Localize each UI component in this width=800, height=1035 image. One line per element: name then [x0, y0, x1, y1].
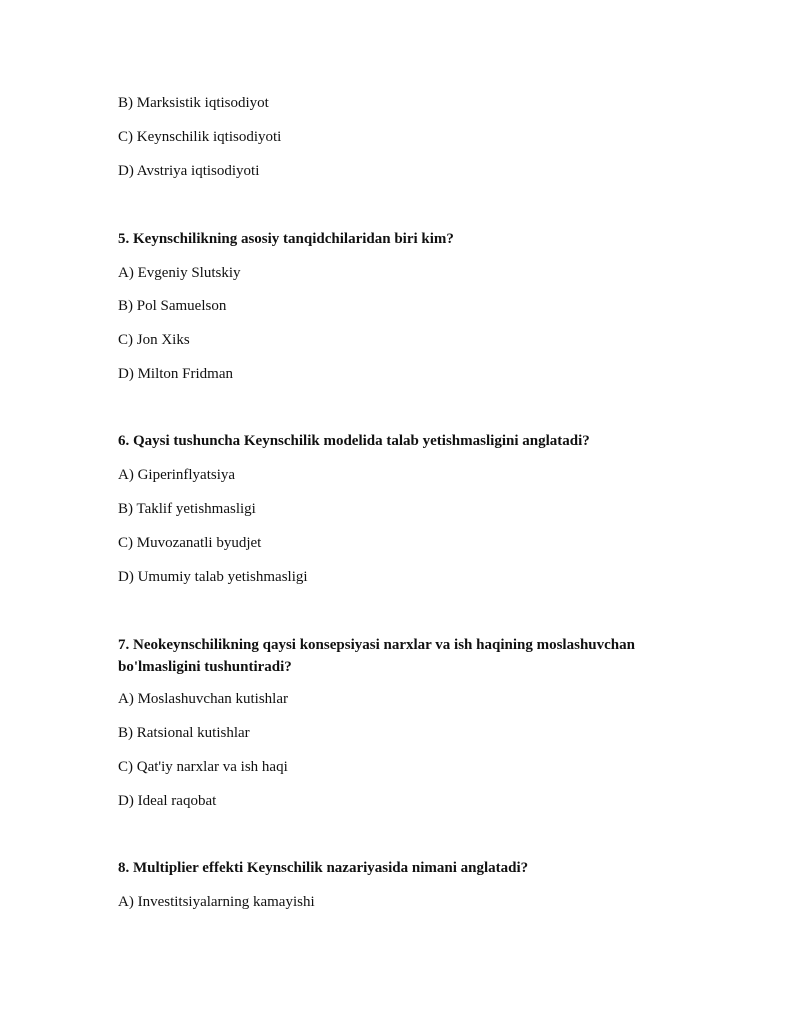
question-5-option-d: D) Milton Fridman — [118, 366, 233, 382]
question-5-option-a: A) Evgeniy Slutskiy — [118, 265, 241, 281]
question-7-option-b: B) Ratsional kutishlar — [118, 725, 250, 741]
question-6-option-b: B) Taklif yetishmasligi — [118, 501, 256, 517]
question-7-option-c: C) Qat'iy narxlar va ish haqi — [118, 759, 288, 775]
answer-option-d: D) Avstriya iqtisodiyoti — [118, 163, 260, 179]
answer-option-c: C) Keynschilik iqtisodiyoti — [118, 129, 282, 145]
question-5-option-c: C) Jon Xiks — [118, 332, 190, 348]
question-6-option-a: A) Giperinflyatsiya — [118, 467, 236, 483]
question-5: 5. Keynschilikning asosiy tanqidchilaridan biri kim? — [118, 231, 454, 247]
question-8-option-a: A) Investitsiyalarning kamayishi — [118, 894, 315, 910]
question-8: 8. Multiplier effekti Keynschilik nazariyasida nimani anglatadi? — [118, 860, 529, 876]
question-7-option-d: D) Ideal raqobat — [118, 793, 217, 809]
question-6-option-c: C) Muvozanatli byudjet — [118, 535, 262, 551]
question-6-option-d: D) Umumiy talab yetishmasligi — [118, 569, 308, 585]
question-5-option-b: B) Pol Samuelson — [118, 298, 227, 314]
question-6: 6. Qaysi tushuncha Keynschilik modelida talab yetishmasligini anglatadi? — [118, 433, 590, 449]
question-7-option-a: A) Moslashuvchan kutishlar — [118, 691, 288, 707]
question-7: 7. Neokeynschilikning qaysi konsepsiyasi narxlar va ish haqining moslashuvchan bo'lmasligini tushuntiradi? — [118, 637, 635, 675]
answer-option-b: B) Marksistik iqtisodiyot — [118, 95, 269, 111]
